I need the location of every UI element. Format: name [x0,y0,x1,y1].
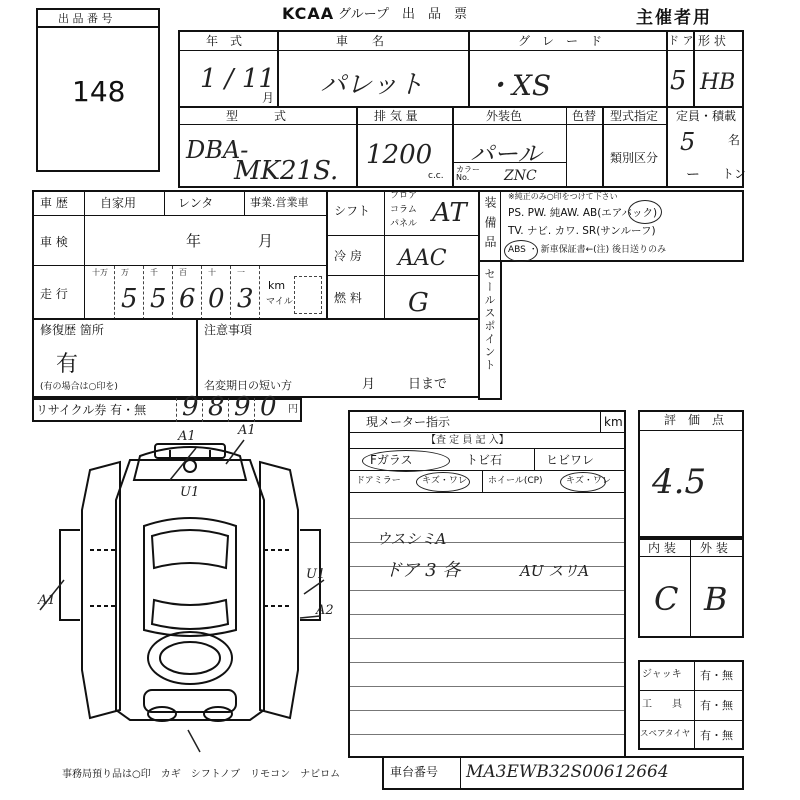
spare-value: 有・無 [700,729,733,742]
mileage-digit-value: 3 [237,284,254,314]
diagram-mark-1: A1 [178,429,196,444]
grade-label: グ レ ー ド [518,34,603,48]
fglass-circle [362,450,450,472]
shift-option-floor: フロア [390,191,418,201]
mileage-label: 走 行 [40,287,68,301]
equipment-ab-circle [628,200,662,224]
car-name-label: 車 名 [336,34,385,48]
year-label: 年 式 [206,34,243,48]
lot-label: 出 品 番 号 [58,12,113,25]
load-value: ー [686,167,700,183]
grade-value: ・XS [484,69,552,102]
shift-option-panel: パネル [390,219,418,229]
wheel-damage-label: キズ・ワレ [566,476,611,486]
history-option-business: 事業.営業車 [250,196,309,209]
diagram-mark-2: A1 [238,423,256,438]
recycle-digit-value: 9 [182,392,199,422]
inspector-rule [350,590,624,591]
mileage-digit-value: 0 [208,284,225,314]
body-type-value: HB [700,70,736,95]
mirror-label: ドアミラー [356,476,401,486]
mileage-digit-cell [173,266,202,320]
mileage-digit-label: 十 [208,268,216,277]
mirror-damage-circle [416,472,470,492]
inspector-title: 【査 定 員 記 入】 [426,435,509,446]
spare-label: スペアタイヤ [640,729,691,739]
mileage-digit-label: 一 [237,268,245,277]
interior-label: 内 装 [648,541,676,555]
inspector-remark-1: ウスシミA [376,530,447,548]
mileage-digit-cell [202,266,231,320]
recycle-digit-cell [176,392,202,422]
tools-value: 有・無 [700,699,733,712]
inspector-rule [350,710,624,711]
capacity-unit: 名 [728,133,741,147]
mileage-digit-value: 5 [150,284,167,314]
body-type-label: 形 状 [698,34,726,48]
color-change-label: 色替 [572,109,597,123]
inspector-remark-3: AU スリA [520,562,590,580]
brand-logo: KCAA [282,4,335,23]
meter-unit: km [604,415,623,429]
recycle-digit-value: 9 [234,392,251,422]
inspection-year: 年 [186,232,202,250]
tools-label: 工 具 [642,699,682,710]
wheel-damage-circle [560,472,606,492]
score-value: 4.5 [652,462,707,502]
mileage-digit-label: 千 [150,268,158,277]
recycle-digit-cell [254,392,280,422]
shift-option-column: コラム [390,205,417,215]
mileage-digit-cell [144,266,173,320]
office-items: 事務局預り品は○印 カギ シフトノブ リモコン ナビロム [62,769,341,780]
notes-label: 注意事項 [204,323,253,337]
fuel-value: G [408,288,429,318]
inspector-rule [350,662,624,663]
year-value: 1 / 11 [200,64,275,94]
capacity-label: 定員・積載 [676,109,737,123]
ext-color-label: 外装色 [486,109,523,123]
inspection-label: 車 検 [40,235,68,249]
equipment-line1: PS. PW. 純AW. AB(エアバック) [508,207,658,219]
history-label: 車 歴 [40,196,68,210]
model-spec-label: 型式指定 [610,109,659,123]
km-label: km [268,279,286,292]
equipment-line3: ABS ・ 新車保証書←(注) 後日送りのみ [508,245,667,255]
chassis-value: MA3EWB32S00612664 [466,762,669,782]
color-no-value: ZNC [504,168,537,184]
mileage-digit-cell [115,266,144,320]
inspector-rule [350,518,624,519]
car-diagram [20,420,340,760]
diagram-mark-6: A1 [38,593,56,608]
diagram-mark-4: U1 [306,567,326,582]
mile-checkbox[interactable] [294,276,322,314]
cc-unit: c.c. [428,171,444,181]
inspection-month: 月 [258,232,274,250]
equipment-note: ※純正のみ○印をつけて下さい [508,192,618,201]
fuel-label: 燃 料 [334,291,362,305]
shift-value: AT [432,198,467,228]
category-label: 類別区分 [610,151,659,165]
recycle-digit-value: 0 [260,392,277,422]
doors-label: ド ア [668,34,694,47]
notes-month: 月 [362,377,376,392]
model-label: 型 式 [226,109,287,123]
crack-label: ヒビワレ [546,453,595,467]
fglass-label: Fガラス [370,453,413,467]
capacity-value: 5 [680,128,696,156]
load-unit: トン [722,167,747,181]
cooling-label: 冷 房 [334,249,362,263]
repair-note: (有の場合は○印を) [40,382,118,392]
lot-number: 148 [72,75,126,108]
notes-day: 日まで [408,377,448,392]
inspector-rule [350,638,624,639]
color-no-label: カラー No. [456,165,480,182]
doors-value: 5 [670,66,687,96]
recycle-digit-value: 8 [208,392,225,422]
form-title: グループ 出 品 票 [338,7,467,22]
recycle-unit: 円 [288,404,298,415]
meter-label: 現メーター指示 [366,415,451,429]
inspector-rule [350,614,624,615]
equipment-abs-circle [504,240,538,262]
notes-deadline-label: 名変期日の短い方 [204,379,292,392]
repair-label: 修復歴 箇所 [40,323,104,337]
mileage-digit-cell [86,266,115,320]
organizer-label: 主催者用 [636,8,712,28]
mile-label: マイル [266,297,293,307]
diagram-mark-5: A2 [316,603,334,618]
chip-label: トビ石 [466,453,503,467]
inspector-rule [350,734,624,735]
history-option-rental: レンタ [178,196,214,210]
inspector-rule [350,686,624,687]
chassis-label: 車台番号 [390,765,439,779]
month-unit: 月 [262,91,275,105]
model-value-2: MK21S. [234,156,339,186]
mileage-digit-label: 百 [179,268,187,277]
history-option-private: 自家用 [100,196,137,210]
sales-point-label: セールスポイント [483,268,496,372]
recycle-digit-cell [228,392,254,422]
recycle-digit-cell [202,392,228,422]
inspector-remark-2: ドア 3 各 [384,560,461,581]
displacement-value: 1200 [366,140,433,170]
shift-label: シフト [334,204,371,218]
equipment-label: 装 備 品 [483,196,497,250]
jack-value: 有・無 [700,669,733,682]
exterior-value: B [704,580,728,618]
diagram-mark-3: U1 [180,485,200,500]
color-value: パール [470,140,542,168]
wheel-label: ホイール(CP) [488,476,543,486]
repair-value: 有 [56,352,79,377]
equipment-line2: TV. ナビ. カワ. SR(サンルーフ) [508,225,656,237]
jack-label: ジャッキ [642,669,682,680]
car-name-value: パレット [320,70,424,100]
mileage-digit-label: 万 [121,268,129,277]
model-value-1: DBA- [186,136,249,164]
interior-value: C [654,580,679,618]
mileage-digit-cell [231,266,260,320]
mileage-digit-label: 十万 [92,268,108,277]
mileage-digit-value: 5 [121,284,138,314]
score-label: 評 価 点 [664,413,725,427]
cooling-value: AAC [398,246,447,271]
mileage-digit-value: 6 [179,284,196,314]
recycle-label: リサイクル券 有・無 [36,403,147,417]
exterior-label: 外 装 [700,541,728,555]
mirror-damage-label: キズ・ワレ [422,476,467,486]
displacement-label: 排 気 量 [374,109,418,123]
